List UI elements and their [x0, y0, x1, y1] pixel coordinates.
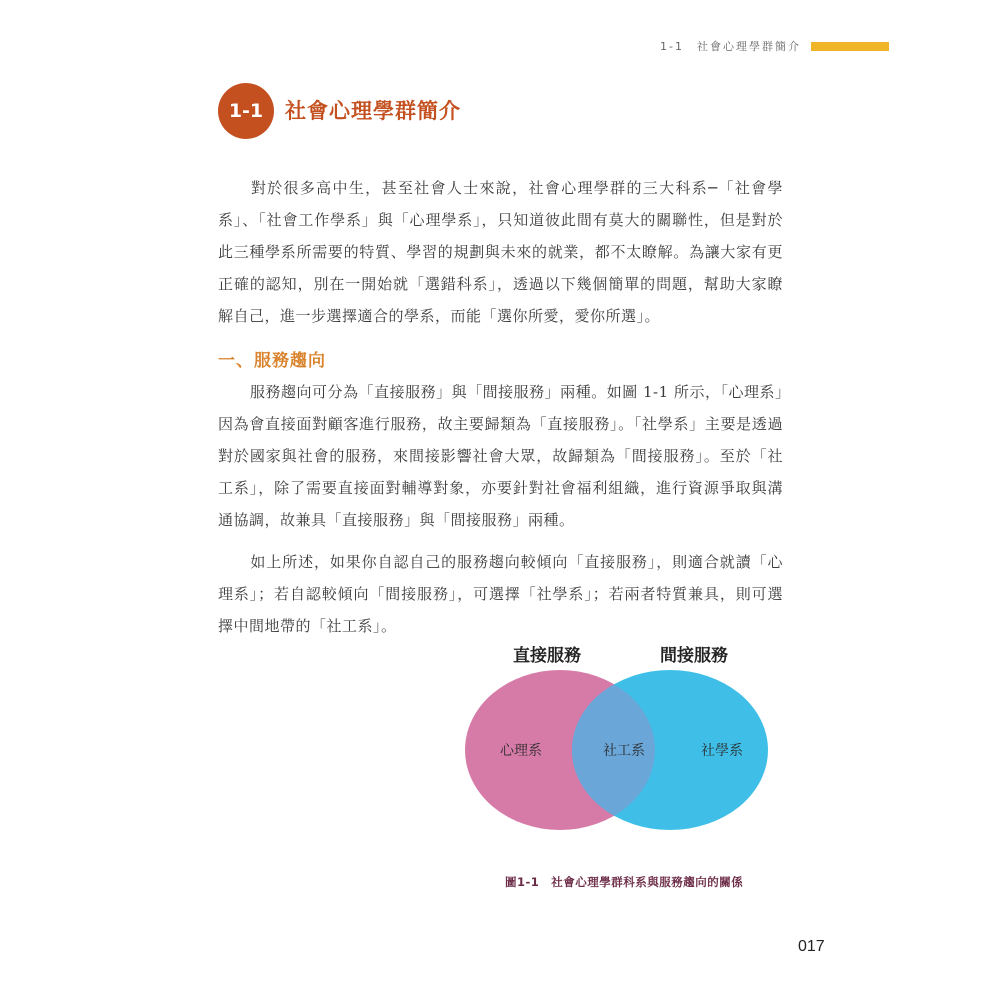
social-work-dept-label: 社工系	[603, 743, 645, 759]
section-title: 社會心理學群簡介	[285, 99, 461, 123]
paragraph-recommendation	[218, 546, 783, 642]
section-number-badge: 1-1	[218, 83, 274, 139]
subsection-heading: 一、服務趨向	[218, 351, 326, 371]
page-number: 017	[798, 938, 825, 955]
indirect-service-label: 間接服務	[660, 646, 728, 666]
intro-paragraph-text: 對於很多高中生，甚至社會人士來說，社會心理學群的三大科系─「社會學系」、「社會工作學系」與「心理學系」，只知道彼此間有莫大的關聯性，但是對於此三種學系所需要的特質、學習的規劃與未來的就業，都不太瞭解。為讓大家有更正確的認知，別在一開始就「選錯科系」，透過以下幾個簡單的問題，幫助大家瞭解自己，進一步選擇適合的學系，而能「選你所愛，愛你所選」。	[218, 179, 783, 325]
venn-diagram	[455, 635, 795, 900]
direct-service-label: 直接服務	[513, 646, 581, 666]
intro-paragraph	[218, 172, 783, 332]
running-head-text: 1-1 社會心理學群簡介	[660, 40, 801, 53]
paragraph-service-orientation	[218, 376, 783, 536]
running-head-bar	[811, 42, 889, 51]
running-head	[660, 38, 889, 54]
psychology-dept-label: 心理系	[500, 743, 542, 759]
sociology-dept-label: 社學系	[701, 743, 743, 759]
paragraph-3-text: 如上所述，如果你自認自己的服務趨向較傾向「直接服務」，則適合就讀「心理系」；若自認較傾向「間接服務」，可選擇「社學系」；若兩者特質兼具，則可選擇中間地帶的「社工系」。	[218, 553, 783, 635]
figure-caption: 圖1-1 社會心理學群科系與服務趨向的關係	[505, 875, 744, 889]
paragraph-2-text: 服務趨向可分為「直接服務」與「間接服務」兩種。如圖 1-1 所示，「心理系」因為會直接面對顧客進行服務，故主要歸類為「直接服務」。「社學系」主要是透過對於國家與社會的服務，來間接影響社會大眾，故歸類為「間接服務」。至於「社工系」，除了需要直接面對輔導對象，亦要針對社會福利組織，進行資源爭取與溝通協調，故兼具「直接服務」與「間接服務」兩種。	[218, 383, 783, 529]
